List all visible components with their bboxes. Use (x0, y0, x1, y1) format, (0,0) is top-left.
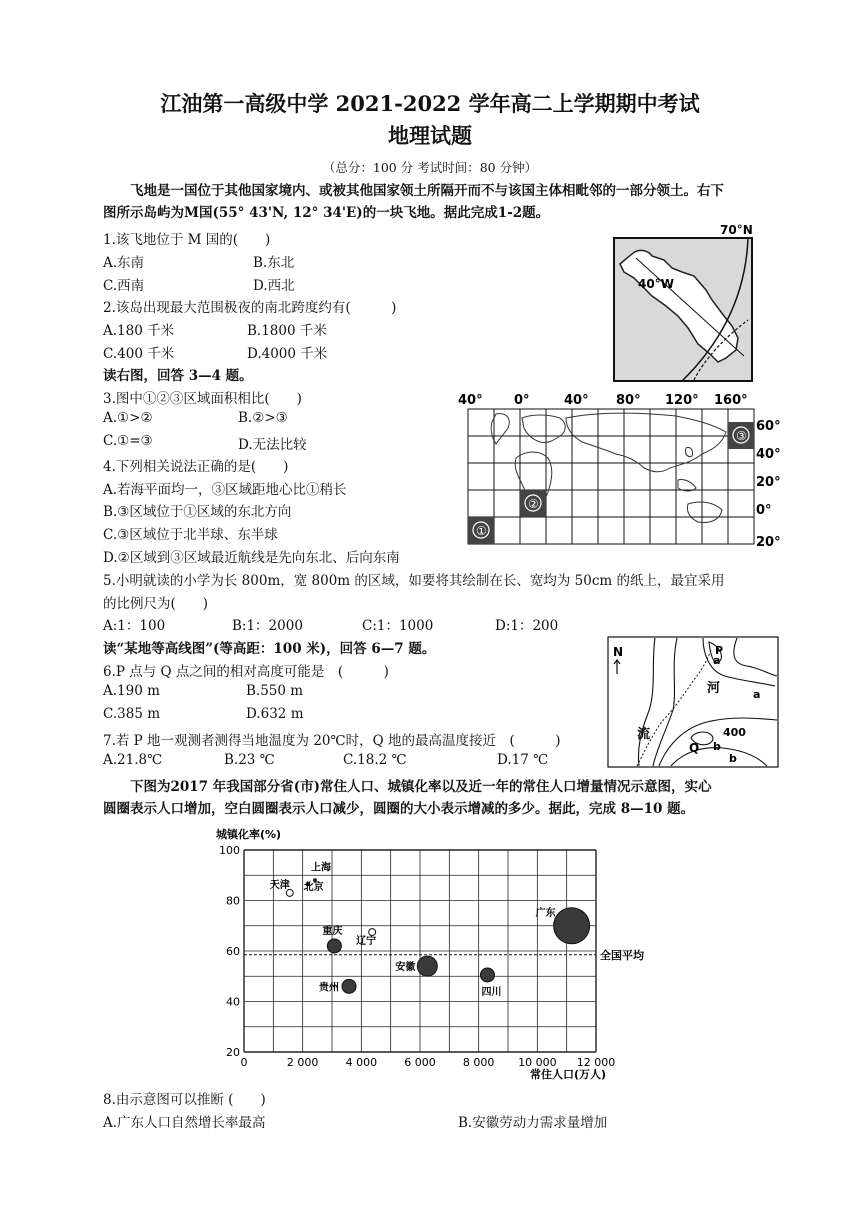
chart-reference-line (244, 948, 645, 962)
point-label: 辽宁 (356, 936, 377, 948)
intro-1-line-2: 图所示岛屿为M国(55° 43'N, 12° 34'E)的一块飞地。据此完成1-2题。 (103, 205, 550, 221)
point-label: 安徽 (395, 962, 416, 974)
q4-option-c[interactable]: C.③区域位于北半球、东半球 (103, 527, 278, 543)
x-tick-label: 0 (240, 1056, 248, 1069)
q4-option-b[interactable]: B.③区域位于①区域的东北方向 (103, 504, 292, 520)
q7-option-d[interactable]: D.17 ℃ (497, 752, 549, 768)
intro-3: 读“某地等高线图”(等高距：100 米)，回答 6—7 题。 (103, 641, 436, 657)
q5-option-d[interactable]: D:1：200 (495, 618, 559, 634)
intro-2: 读右图，回答 3—4 题。 (103, 368, 253, 384)
lon-label-2: 0° (514, 393, 530, 408)
label-q: Q (689, 741, 700, 755)
q5-option-a[interactable]: A:1：100 (103, 618, 166, 634)
y-tick-label: 100 (219, 844, 240, 857)
data-point (342, 979, 356, 993)
x-tick-label: 2 000 (286, 1056, 319, 1069)
label-b-2: b (729, 752, 737, 765)
q8-stem: 8.由示意图可以推断 ( ) (103, 1092, 266, 1108)
point-label: 四川 (481, 986, 502, 998)
q2-option-a[interactable]: A.180 千米 (103, 323, 175, 339)
q3-stem: 3.图中①②③区域面积相比( ) (103, 391, 302, 407)
chart-grid (244, 850, 596, 1052)
data-point (554, 908, 590, 944)
q5-option-b[interactable]: B:1：2000 (232, 618, 303, 634)
q6-option-b[interactable]: B.550 m (246, 683, 304, 699)
lat-label-4: 0° (756, 503, 772, 518)
q8-option-b[interactable]: B.安徽劳动力需求量增加 (458, 1115, 608, 1131)
q3-option-d[interactable]: D.无法比较 (238, 437, 307, 453)
q1-option-d[interactable]: D.西北 (253, 278, 295, 294)
q4-option-d[interactable]: D.②区域到③区域最近航线是先向东北、后向东南 (103, 550, 400, 566)
intro-paragraph-1 (103, 180, 775, 224)
label-40w: 40°W (638, 277, 674, 291)
y-tick-label: 20 (226, 1046, 240, 1059)
intro-4-line-1: 下图为2017 年我国部分省(市)常住人口、城镇化率以及近一年的常住人口增量情况示意图，实心 (130, 779, 712, 795)
q2-option-d[interactable]: D.4000 千米 (247, 346, 328, 362)
population-urbanization-chart (214, 826, 664, 1082)
point-label: 重庆 (322, 925, 343, 937)
x-tick-label: 8 000 (462, 1056, 495, 1069)
exam-title: 江油第一高级中学 2021-2022 学年高二上学期期中考试 (160, 91, 700, 116)
q6-option-c[interactable]: C.385 m (103, 706, 160, 722)
point-label: 北京 (303, 882, 324, 894)
chart-ticks (219, 844, 615, 1069)
region-1-label: ① (476, 524, 487, 538)
data-point (327, 939, 341, 953)
grid-lines (468, 409, 754, 544)
contour-map (607, 636, 779, 768)
x-tick-label: 10 000 (518, 1056, 557, 1069)
q2-option-c[interactable]: C.400 千米 (103, 346, 175, 362)
enclave-island-map (608, 220, 763, 386)
q1-stem: 1.该飞地位于 M 国的( ) (103, 232, 271, 248)
x-tick-label: 12 000 (576, 1056, 616, 1069)
point-label: 广东 (535, 907, 556, 919)
q4-stem: 4.下列相关说法正确的是( ) (103, 459, 289, 475)
x-tick-label: 4 000 (345, 1056, 378, 1069)
chart-y-axis-title: 城镇化率(%) (216, 828, 282, 841)
label-p: P (715, 644, 724, 657)
q5-stem-line-1: 5.小明就读的小学为长 800m，宽 800m 的区域，如要将其绘制在长、宽均为 50cm 的纸上，最宜采用 (103, 573, 725, 589)
chart-points (270, 860, 590, 998)
intro-paragraph-4 (103, 776, 783, 820)
q6-stem: 6.P 点与 Q 点之间的相对高度可能是 ( ) (103, 664, 389, 680)
q1-option-b[interactable]: B.东北 (253, 255, 295, 271)
lat-label-2: 40° (756, 447, 781, 462)
point-label: 天津 (269, 879, 290, 891)
north-label: N (613, 645, 624, 659)
q3-option-b[interactable]: B.②>③ (238, 410, 288, 426)
q8-option-a[interactable]: A.广东人口自然增长率最高 (103, 1115, 266, 1131)
intro-4-line-2: 圆圈表示人口增加，空白圆圈表示人口减少，圆圈的大小表示增减的多少。据此，完成 8—10 题。 (103, 801, 695, 817)
y-tick-label: 80 (226, 894, 240, 908)
national-average-label: 全国平均 (600, 948, 644, 962)
label-he: 河 (707, 681, 721, 696)
data-point (480, 968, 494, 982)
x-tick-label: 6 000 (404, 1056, 436, 1069)
y-tick-label: 60 (226, 945, 240, 958)
q5-option-c[interactable]: C:1：1000 (362, 618, 434, 634)
q1-option-c[interactable]: C.西南 (103, 278, 145, 294)
q3-option-c[interactable]: C.①=③ (103, 433, 153, 449)
lon-label-5: 120° (665, 393, 699, 408)
label-a-1: a (713, 654, 721, 667)
exam-subtitle: 地理试题 (388, 123, 472, 148)
q6-option-a[interactable]: A.190 m (103, 683, 160, 699)
q7-option-b[interactable]: B.23 ℃ (224, 752, 275, 768)
point-label: 贵州 (319, 982, 340, 994)
region-markers (468, 422, 754, 544)
intro-1-line-1: 飞地是一国位于其他国家境内、或被其他国家领土所隔开而不与该国主体相毗邻的一部分领土。右下 (130, 183, 724, 199)
q5-stem-line-2: 的比例尺为( ) (103, 596, 209, 612)
lat-label-5: 20° (756, 535, 781, 550)
lon-label-6: 160° (714, 393, 748, 408)
lon-label-1: 40° (458, 393, 483, 408)
label-b-1: b (713, 740, 721, 753)
y-tick-label: 40 (226, 995, 240, 1009)
exam-meta: （总分：100 分 考试时间：80 分钟） (322, 160, 538, 175)
q3-option-a[interactable]: A.①>② (103, 410, 153, 426)
q7-stem: 7.若 P 地一观测者测得当地温度为 20℃时，Q 地的最高温度接近 ( ) (103, 733, 561, 749)
q7-option-c[interactable]: C.18.2 ℃ (343, 752, 407, 768)
chart-x-axis-title: 常住人口(万人) (530, 1068, 607, 1081)
q7-option-a[interactable]: A.21.8℃ (103, 752, 163, 768)
q2-option-b[interactable]: B.1800 千米 (247, 323, 327, 339)
label-70n: 70°N (720, 223, 753, 237)
world-grid-map (456, 388, 786, 554)
q4-option-a[interactable]: A.若海平面均一，③区域距地心比①稍长 (103, 482, 347, 498)
label-400: 400 (723, 726, 746, 739)
lat-label-1: 60° (756, 419, 781, 434)
region-3-label: ③ (736, 429, 747, 443)
q2-stem: 2.该岛出现最大范围极夜的南北跨度约有( ) (103, 300, 397, 316)
point-label: 上海 (310, 862, 331, 874)
label-liu: 流 (637, 727, 651, 742)
lon-label-3: 40° (564, 393, 589, 408)
q6-option-d[interactable]: D.632 m (246, 706, 304, 722)
label-a-2: a (753, 688, 761, 701)
lat-label-3: 20° (756, 475, 781, 490)
data-point (417, 956, 437, 976)
q1-option-a[interactable]: A.东南 (103, 255, 145, 271)
region-2-label: ② (528, 497, 539, 511)
data-point (369, 929, 376, 936)
lon-label-4: 80° (616, 393, 641, 408)
